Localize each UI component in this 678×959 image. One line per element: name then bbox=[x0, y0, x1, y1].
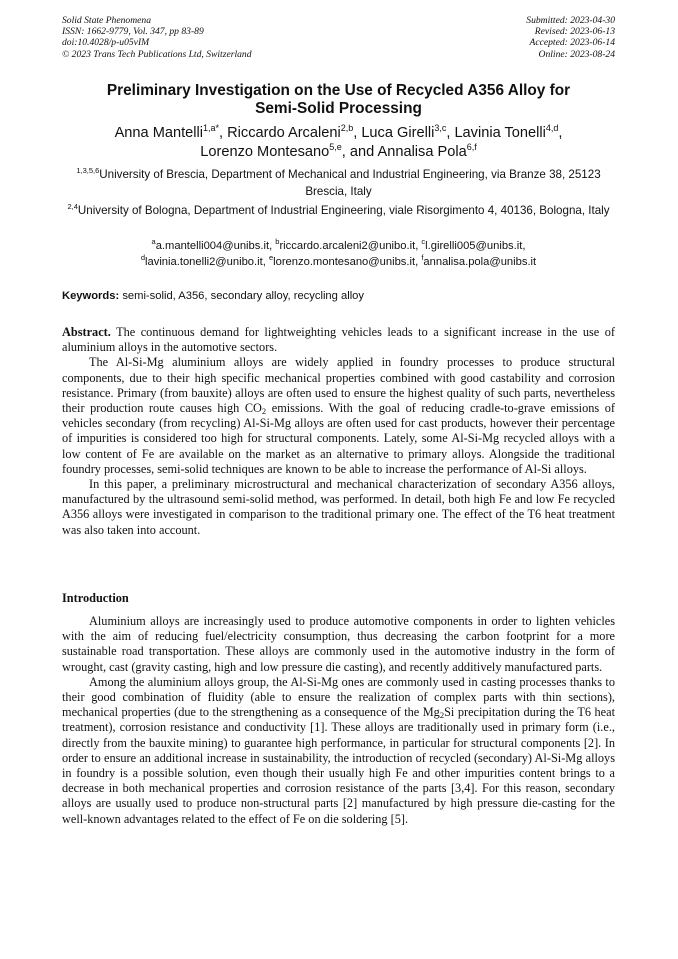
author-sup: 3,c bbox=[434, 123, 447, 133]
author-name: Annalisa Pola bbox=[377, 143, 467, 160]
author-separator: , bbox=[446, 125, 455, 141]
section-heading-introduction: Introduction bbox=[62, 591, 129, 605]
author-sup: 5,e bbox=[329, 141, 342, 152]
abstract-text: The Al-Si-Mg aluminium alloys are widely applied in foundry processes to produce structural components, due to their high specific mechanical properties combined with good castability and corrosion resistance. Primary (from bauxite) alloys are often used to ensure the highest quality of such parts, nevertheless their production route causes high CO bbox=[62, 355, 615, 416]
abstract-paragraph bbox=[62, 355, 615, 477]
author-separator: , bbox=[558, 125, 563, 141]
intro-text: Si precipitation during the T6 heat treatment), corrosion resistance and conductivity [1]. These alloys are traditionally used in primary form (i.e., directly from the bauxite mining) to guarantee high performance, in particular for structural components [2]. In order to ensure an additional increase in sustainability, the introduction of recycled (secondary) Al-Si-Mg alloys in foundry is a possible solution, even though their usually high Fe and other impurities content brings to a decrease in both mechanical properties and corrosion resistance of the parts [3,4]. For this reason, secondary alloys are usually used to produce non-structural parts [2] manufactured by high pressure die-casting for the well-known advantages related to the effect of Fe on die soldering [5]. bbox=[62, 705, 615, 826]
revised-date: Revised: 2023-06-13 bbox=[534, 26, 615, 38]
email-sup: d bbox=[140, 252, 146, 262]
author-name: Lavinia Tonelli bbox=[454, 125, 546, 141]
email-link[interactable]: riccardo.arcaleni2@unibo.it bbox=[279, 240, 416, 252]
subscript: 2 bbox=[261, 406, 267, 417]
author-name: Riccardo Arcaleni bbox=[227, 125, 341, 141]
affiliation-sup: 1,3,5,6 bbox=[76, 166, 100, 175]
intro-text: Among the aluminium alloys group, the Al-Si-Mg ones are commonly used in casting processes thanks to their good combination of fluidity (able to ensure the realization of complex parts with thin sections), mechanical properties (due to the strengthening as a consequence of the Mg bbox=[62, 674, 615, 720]
email-link[interactable]: l.girelli005@unibs.it bbox=[425, 240, 523, 252]
affiliation-text: University of Brescia, Department of Mechanical and Industrial Engineering, via Branze 38, 25123 Brescia, Italy bbox=[99, 168, 601, 198]
author-list bbox=[62, 124, 615, 161]
online-date: Online: 2023-08-24 bbox=[538, 48, 615, 60]
submitted-date: Submitted: 2023-04-30 bbox=[526, 15, 615, 26]
affiliation-bologna bbox=[62, 203, 615, 220]
abstract-text: The continuous demand for lightweighting vehicles leads to a significant increase in the use of aluminium alloys in the automotive sectors. bbox=[62, 325, 615, 355]
email-link[interactable]: lavinia.tonelli2@unibo.it bbox=[145, 255, 263, 268]
title-line-2: Semi-Solid Processing bbox=[255, 99, 422, 117]
journal-info bbox=[62, 15, 252, 60]
email-link[interactable]: annalisa.pola@unibs.it bbox=[423, 255, 537, 268]
dates-info bbox=[526, 15, 615, 60]
author-separator: , bbox=[219, 125, 228, 141]
email-link[interactable]: a.mantelli004@unibs.it bbox=[155, 240, 270, 252]
author-sup: 4,d bbox=[545, 123, 559, 133]
intro-paragraph bbox=[62, 675, 615, 827]
affiliation-brescia bbox=[62, 167, 615, 200]
abstract-paragraph: In this paper, a preliminary microstructural and mechanical characterization of secondary A356 alloys, manufactured by the ultrasound semi-solid method, was performed. In detail, both high Fe and low Fe recycled A356 alloys were investigated in comparison to the traditional primary one. The effect of the T6 heat treatment was also taken into account. bbox=[62, 477, 615, 537]
abstract-section bbox=[62, 325, 615, 538]
author-name: Luca Girelli bbox=[361, 125, 435, 141]
accepted-date: Accepted: 2023-06-14 bbox=[529, 37, 615, 49]
author-name: Anna Mantelli bbox=[114, 125, 203, 141]
email-sup: a bbox=[151, 237, 156, 246]
author-separator: , bbox=[353, 125, 362, 141]
issn: ISSN: 1662-9779, Vol. 347, pp 83-89 bbox=[62, 26, 204, 38]
email-sup: f bbox=[421, 252, 424, 262]
intro-paragraph: Aluminium alloys are increasingly used to produce automotive components in order to lighten vehicles with the aim of reducing fuel/electricity consumption, thus decreasing the carbon footprint for a more sustainable road transportation. These alloys are commonly used in the automotive industry in the form of wrought, cast (gravity casting, high and low pressure die casting), and recently additively manufactured parts. bbox=[62, 614, 615, 674]
author-sup: 2,b bbox=[340, 123, 354, 133]
keywords bbox=[62, 289, 615, 303]
copyright: © 2023 Trans Tech Publications Ltd, Switzerland bbox=[62, 48, 252, 60]
author-name: Lorenzo Montesano bbox=[200, 143, 330, 160]
email-link[interactable]: lorenzo.montesano@unibs.it bbox=[273, 255, 416, 268]
affiliation-sup: 2,4 bbox=[67, 202, 78, 211]
affiliation-text: University of Bologna, Department of Industrial Engineering, viale Risorgimento 4, 40136, Bologna, Italy bbox=[77, 204, 610, 217]
title-line-1: Preliminary Investigation on the Use of Recycled A356 Alloy for bbox=[106, 82, 571, 99]
subscript: 2 bbox=[439, 710, 445, 721]
abstract-paragraph bbox=[62, 325, 615, 355]
email-sup: b bbox=[275, 237, 280, 246]
email-sup: c bbox=[421, 237, 426, 246]
author-and: , and bbox=[341, 143, 378, 160]
author-sup: 6,f bbox=[466, 141, 477, 152]
journal-name: Solid State Phenomena bbox=[62, 15, 151, 26]
introduction-section bbox=[62, 614, 615, 827]
keywords-label: Keywords: bbox=[62, 290, 120, 302]
paper-title bbox=[62, 82, 615, 117]
abstract-text: emissions. With the goal of reducing cradle-to-grave emissions of vehicles secondary (from recycling) Al-Si-Mg alloys are often used for cast products, however their percentage of impurities is considered too high for structural components. Lately, some Al-Si-Mg recycled alloys with a low content of Fe are available on the market as an alternative to primary alloys. Alongside the traditional foundry processes, semi-solid techniques are known to be able to increase the performance of Al-Si alloys. bbox=[62, 401, 615, 476]
keywords-text: semi-solid, A356, secondary alloy, recycling alloy bbox=[122, 290, 364, 302]
abstract-label: Abstract. bbox=[62, 325, 111, 339]
doi: doi:10.4028/p-u05vIM bbox=[62, 37, 150, 49]
email-sup: e bbox=[268, 252, 274, 262]
email-list: $^a$a.mantelli004@unibs.it, $^b$riccardo.arcaleni2@unibo.it, $^c$l.girelli005@unibs.it, $^d$lavinia.tonelli2@unibo.it, $^e$lorenzo.montesano@unibs.it, $^f$annalisa.pola@unibs.it bbox=[140, 237, 537, 268]
author-sup: 1,a* bbox=[203, 123, 220, 133]
